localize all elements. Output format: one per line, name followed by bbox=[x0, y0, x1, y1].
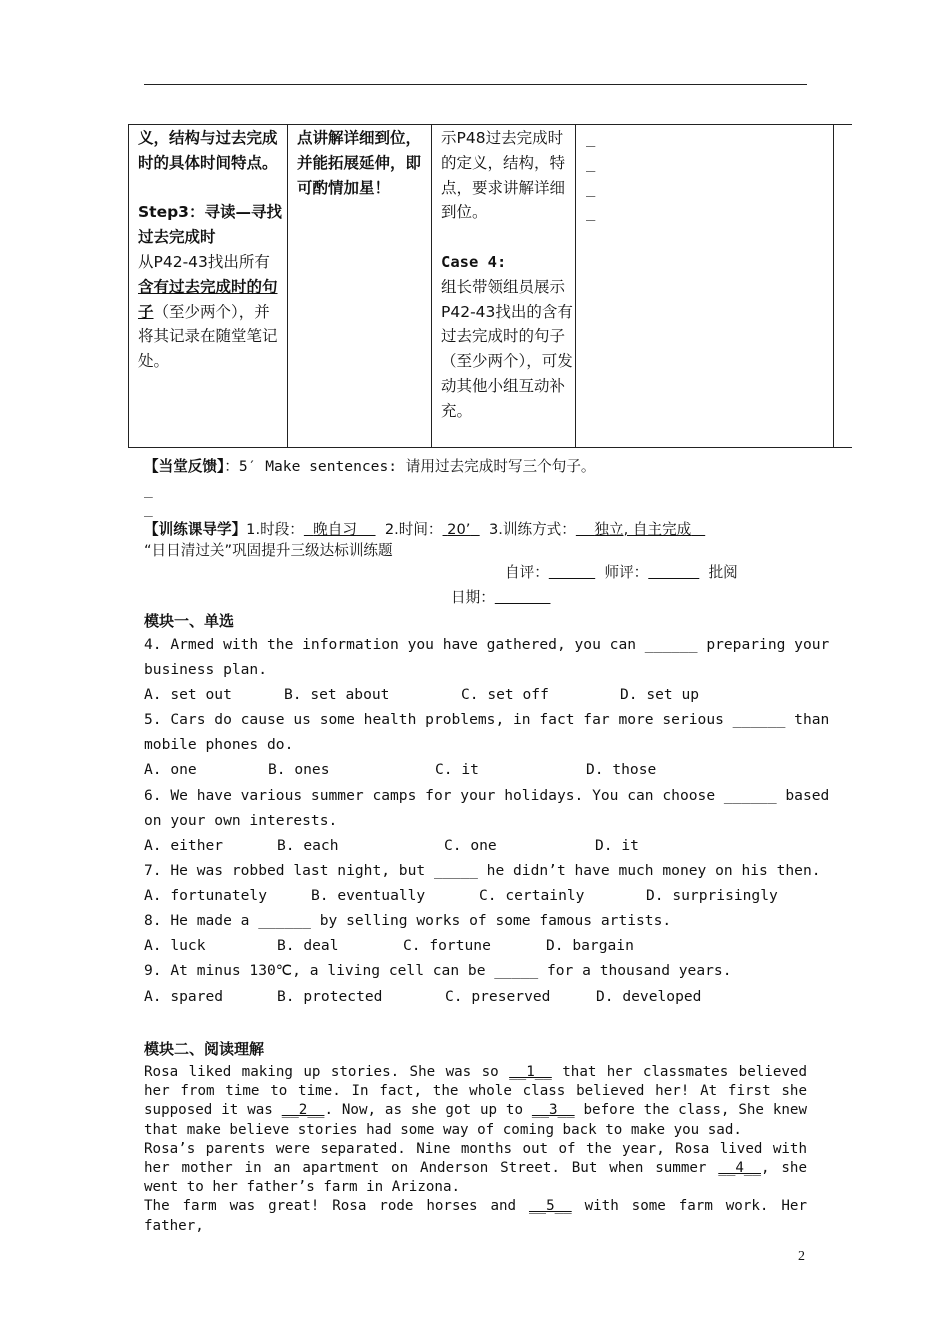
question-5-stem: 5. Cars do cause us some health problems, in fact far more serious ______ than bbox=[144, 711, 830, 728]
question-6-options: A. either B. each C. one D. it bbox=[144, 837, 639, 854]
reading-paragraph-1: Rosa liked making up stories. She was so __1__ that her classmates believed her from time to time. In fact, the whole class believed her! At first she supposed it was __2__. Now, as she got up to __3__ before the class, She knew that make believe stories had some way of coming back to make you sad. bbox=[144, 1064, 808, 1138]
cell3-text-b: 组长带领组员展示P42-43找出的含有过去完成时的句子（至少两个），可发动其他小组互动补充。 bbox=[441, 277, 573, 420]
blank-3: __3__ bbox=[531, 1102, 575, 1119]
blank-2: __2__ bbox=[281, 1102, 325, 1119]
table-cell-notes bbox=[575, 124, 833, 448]
feedback-line: 【当堂反馈】：5′ Make sentences: 请用过去完成时写三个句子。 bbox=[144, 458, 596, 475]
question-4-stem-cont: business plan. bbox=[144, 661, 268, 678]
question-5-stem-cont: mobile phones do. bbox=[144, 736, 294, 753]
blank-4: __4__ bbox=[718, 1160, 761, 1177]
question-4-options: A. set out B. set about C. set off D. set up bbox=[144, 686, 700, 703]
question-6-stem-cont: on your own interests. bbox=[144, 812, 338, 829]
question-5-options: A. one B. ones C. it D. those bbox=[144, 761, 657, 778]
question-7-stem: 7. He was robbed last night, but _____ he didn’t have much money on his then. bbox=[144, 862, 821, 879]
page-number: 2 bbox=[798, 1249, 805, 1264]
question-4-stem: 4. Armed with the information you have gathered, you can ______ preparing your bbox=[144, 636, 830, 653]
notes-blank: _ bbox=[586, 203, 596, 222]
cell2-text: 点讲解详细到位，并能拓展延伸，即可酌情加星！ bbox=[297, 129, 422, 197]
step3-title: Step3：寻读—寻找过去完成时 bbox=[138, 203, 282, 247]
reading-passage bbox=[144, 1063, 807, 1236]
feedback-blank: _ bbox=[144, 481, 153, 498]
question-7-options: A. fortunately B. eventually C. certainly D. surprisingly bbox=[144, 887, 778, 904]
table-cell-student-activity bbox=[128, 124, 287, 448]
reading-paragraph-3: The farm was great! Rosa rode horses and __5__ with some farm work. Her father, bbox=[144, 1198, 807, 1234]
table-cell-teacher-activity bbox=[431, 124, 575, 448]
table-cell-evaluation bbox=[287, 124, 431, 448]
training-line: 【训练课导学】1.时段： 晚自习 2.时间： 20’ 3.训练方式： 独立, 自主完成 bbox=[144, 521, 692, 538]
blank-1: __1__ bbox=[509, 1064, 552, 1080]
header-rule bbox=[144, 84, 807, 85]
table-bottom-border bbox=[128, 447, 852, 448]
question-9-options: A. spared B. protected C. preserved D. developed bbox=[144, 988, 702, 1005]
evaluation-line: 自评： 师评： 批阅 bbox=[505, 564, 738, 581]
table-cell-edge bbox=[833, 124, 852, 448]
notes-blank: _ bbox=[586, 178, 596, 197]
question-6-stem: 6. We have various summer camps for your holidays. You can choose ______ based bbox=[144, 787, 830, 804]
blank-5: __5__ bbox=[528, 1198, 572, 1215]
cell1-text-a: 义，结构与过去完成时的具体时间特点。 bbox=[138, 129, 278, 172]
question-8-options: A. luck B. deal C. fortune D. bargain bbox=[144, 937, 634, 954]
training-subtitle: “日日清过关”巩固提升三级达标训练题 bbox=[144, 542, 393, 559]
cell1-text-b: 从P42-43找出所有含有过去完成时的句子（至少两个），并将其记录在随堂笔记处。 bbox=[138, 252, 278, 371]
question-8-stem: 8. He made a ______ by selling works of some famous artists. bbox=[144, 912, 672, 929]
module2-title: 模块二、阅读理解 bbox=[144, 1040, 265, 1058]
question-9-stem: 9. At minus 130℃, a living cell can be _____ for a thousand years. bbox=[144, 962, 732, 979]
notes-blank: _ bbox=[586, 129, 596, 147]
module1-title: 模块一、单选 bbox=[144, 612, 235, 630]
case4-title: Case 4: bbox=[441, 252, 507, 271]
reading-paragraph-2: Rosa’s parents were separated. Nine months out of the year, Rosa lived with her mother in an apartment on Anderson Street. But when summer __4__, she went to her father’s farm in Arizona. bbox=[144, 1140, 807, 1196]
cell3-text-a: 示P48过去完成时的定义，结构，特点，要求讲解详细到位。 bbox=[441, 129, 566, 222]
notes-blank: _ bbox=[586, 153, 596, 172]
date-line: 日期： bbox=[451, 589, 495, 606]
feedback-blank: _ bbox=[144, 500, 153, 517]
